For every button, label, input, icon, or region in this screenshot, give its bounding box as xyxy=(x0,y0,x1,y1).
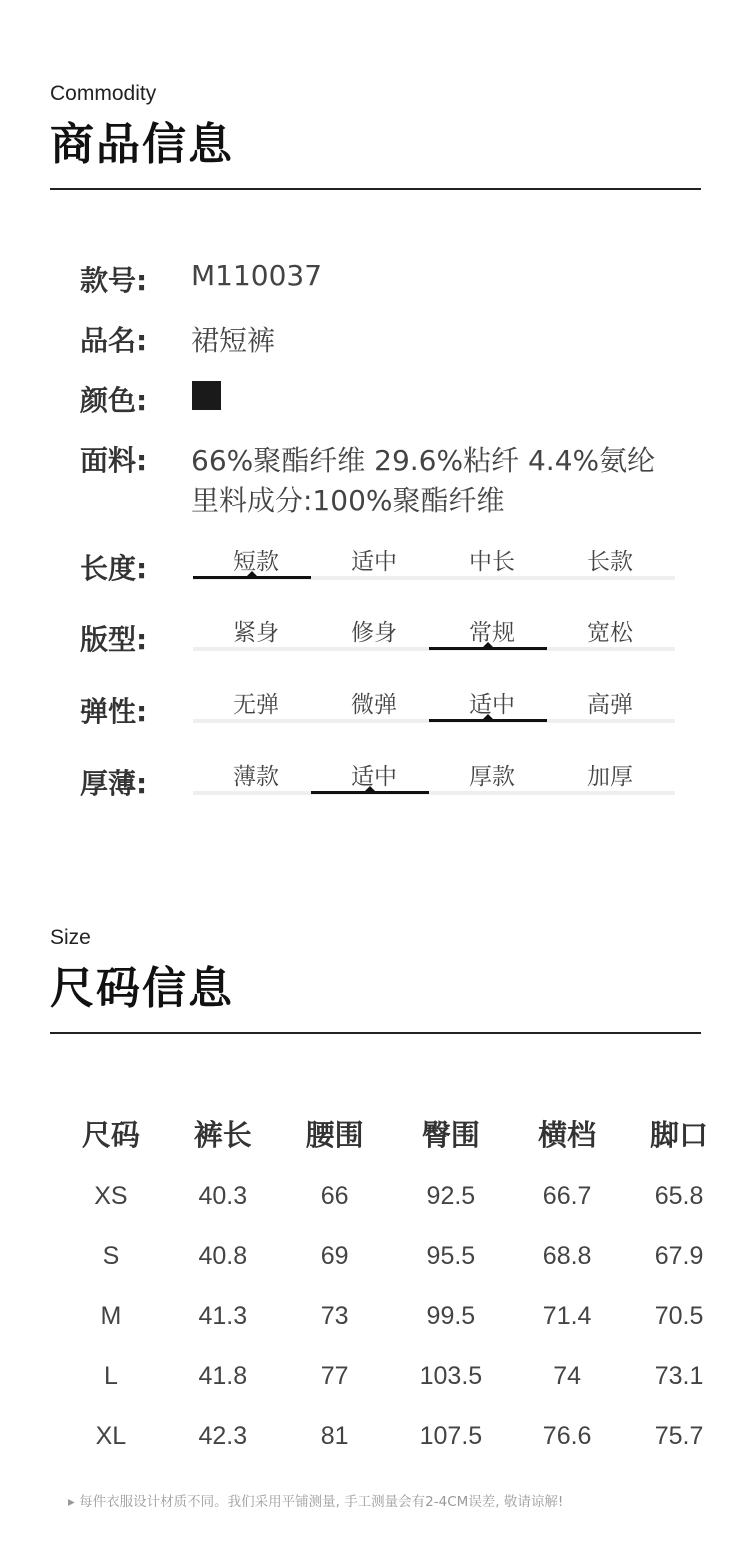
size-table-cell: 65.8 xyxy=(654,1181,704,1210)
size-table-cell: 74 xyxy=(553,1361,582,1390)
size-table-cell: 66.7 xyxy=(542,1181,592,1210)
size-table-row xyxy=(55,1226,735,1286)
scale-option: 长款 xyxy=(587,549,633,575)
size-table-cell: XL xyxy=(95,1421,127,1450)
commodity-title: 商品信息 xyxy=(50,119,234,170)
style-no-value: M110037 xyxy=(191,259,323,292)
size-table-cell: 73.1 xyxy=(654,1361,704,1390)
color-swatch xyxy=(192,381,221,410)
size-table-column-header: 裤长 xyxy=(193,1117,252,1152)
size-table-cell: 41.8 xyxy=(198,1361,248,1390)
product-name-label: 品名: xyxy=(80,324,148,357)
fabric-composition: 66%聚酯纤维 29.6%粘纤 4.4%氨纶 xyxy=(191,444,656,477)
size-table-cell: 40.3 xyxy=(198,1181,248,1210)
size-table-cell: 66 xyxy=(320,1181,349,1210)
scale-option: 无弹 xyxy=(233,692,279,718)
scale-option: 短款 xyxy=(233,549,279,575)
size-table-cell: 41.3 xyxy=(198,1301,248,1330)
product-name-value: 裙短裤 xyxy=(191,324,276,357)
scale-option: 修身 xyxy=(351,620,397,646)
scale-option: 微弹 xyxy=(351,692,397,718)
size-table-column-header: 臀围 xyxy=(421,1117,480,1152)
size-table-cell: M xyxy=(100,1301,122,1330)
size-table-cell: 70.5 xyxy=(654,1301,704,1330)
scale-option: 宽松 xyxy=(587,620,633,646)
scale-track xyxy=(193,791,675,795)
size-table-cell: 71.4 xyxy=(542,1301,592,1330)
commodity-divider xyxy=(50,188,701,190)
scale-option: 适中 xyxy=(351,764,397,790)
size-table-cell: 75.7 xyxy=(654,1421,704,1450)
scale-option: 高弹 xyxy=(587,692,633,718)
scale-option: 适中 xyxy=(469,692,515,718)
size-divider xyxy=(50,1032,701,1034)
fabric-label: 面料: xyxy=(80,444,148,477)
size-table-column-header: 脚口 xyxy=(650,1117,709,1152)
scale-label: 长度: xyxy=(80,552,148,585)
size-table-cell: 92.5 xyxy=(426,1181,476,1210)
size-table-cell: 67.9 xyxy=(654,1241,704,1270)
scale-selected-marker xyxy=(311,791,429,794)
scale-option: 加厚 xyxy=(587,764,633,790)
scale-option: 常规 xyxy=(469,620,515,646)
size-table-column-header: 横档 xyxy=(538,1117,597,1152)
size-table-cell: 76.6 xyxy=(542,1421,592,1450)
scale-selected-marker xyxy=(429,647,547,650)
size-table-cell: XS xyxy=(94,1181,128,1210)
size-table-cell: 81 xyxy=(320,1421,349,1450)
scale-label: 弹性: xyxy=(80,695,148,728)
size-table-cell: 73 xyxy=(320,1301,349,1330)
scale-option: 厚款 xyxy=(469,764,515,790)
size-table-cell: 95.5 xyxy=(426,1241,476,1270)
color-label: 颜色: xyxy=(80,384,148,417)
size-table-column-header: 腰围 xyxy=(305,1117,364,1152)
size-table-cell: 107.5 xyxy=(419,1421,483,1450)
size-table-cell: 69 xyxy=(320,1241,349,1270)
scale-option: 中长 xyxy=(469,549,515,575)
commodity-title-en: Commodity xyxy=(50,82,157,105)
size-table-cell: 77 xyxy=(320,1361,349,1390)
scale-label: 版型: xyxy=(80,623,148,656)
scale-selected-marker xyxy=(429,719,547,722)
size-table-cell: S xyxy=(102,1241,120,1270)
scale-label: 厚薄: xyxy=(80,767,148,800)
size-title-en: Size xyxy=(50,926,91,949)
size-table-cell: 99.5 xyxy=(426,1301,476,1330)
lining-composition: 里料成分:100%聚酯纤维 xyxy=(191,484,505,517)
size-table-cell: 40.8 xyxy=(198,1241,248,1270)
size-table-cell: 103.5 xyxy=(419,1361,483,1390)
size-title: 尺码信息 xyxy=(50,963,234,1014)
size-table xyxy=(55,1100,735,1466)
size-table-header xyxy=(55,1100,735,1166)
size-table-row xyxy=(55,1286,735,1346)
size-table-row xyxy=(55,1346,735,1406)
size-table-cell: 42.3 xyxy=(198,1421,248,1450)
scale-option: 适中 xyxy=(351,549,397,575)
size-table-row xyxy=(55,1166,735,1226)
scale-option: 紧身 xyxy=(233,620,279,646)
scale-selected-marker xyxy=(193,576,311,579)
size-table-row xyxy=(55,1406,735,1466)
scale-option: 薄款 xyxy=(233,764,279,790)
size-table-column-header: 尺码 xyxy=(81,1117,140,1152)
style-no-label: 款号: xyxy=(80,264,148,297)
measurement-note: ▸ 每件衣服设计材质不同。我们采用平铺测量, 手工测量会有2-4CM误差, 敬请谅解! xyxy=(68,1494,564,1510)
size-table-cell: 68.8 xyxy=(542,1241,592,1270)
size-table-cell: L xyxy=(103,1361,118,1390)
